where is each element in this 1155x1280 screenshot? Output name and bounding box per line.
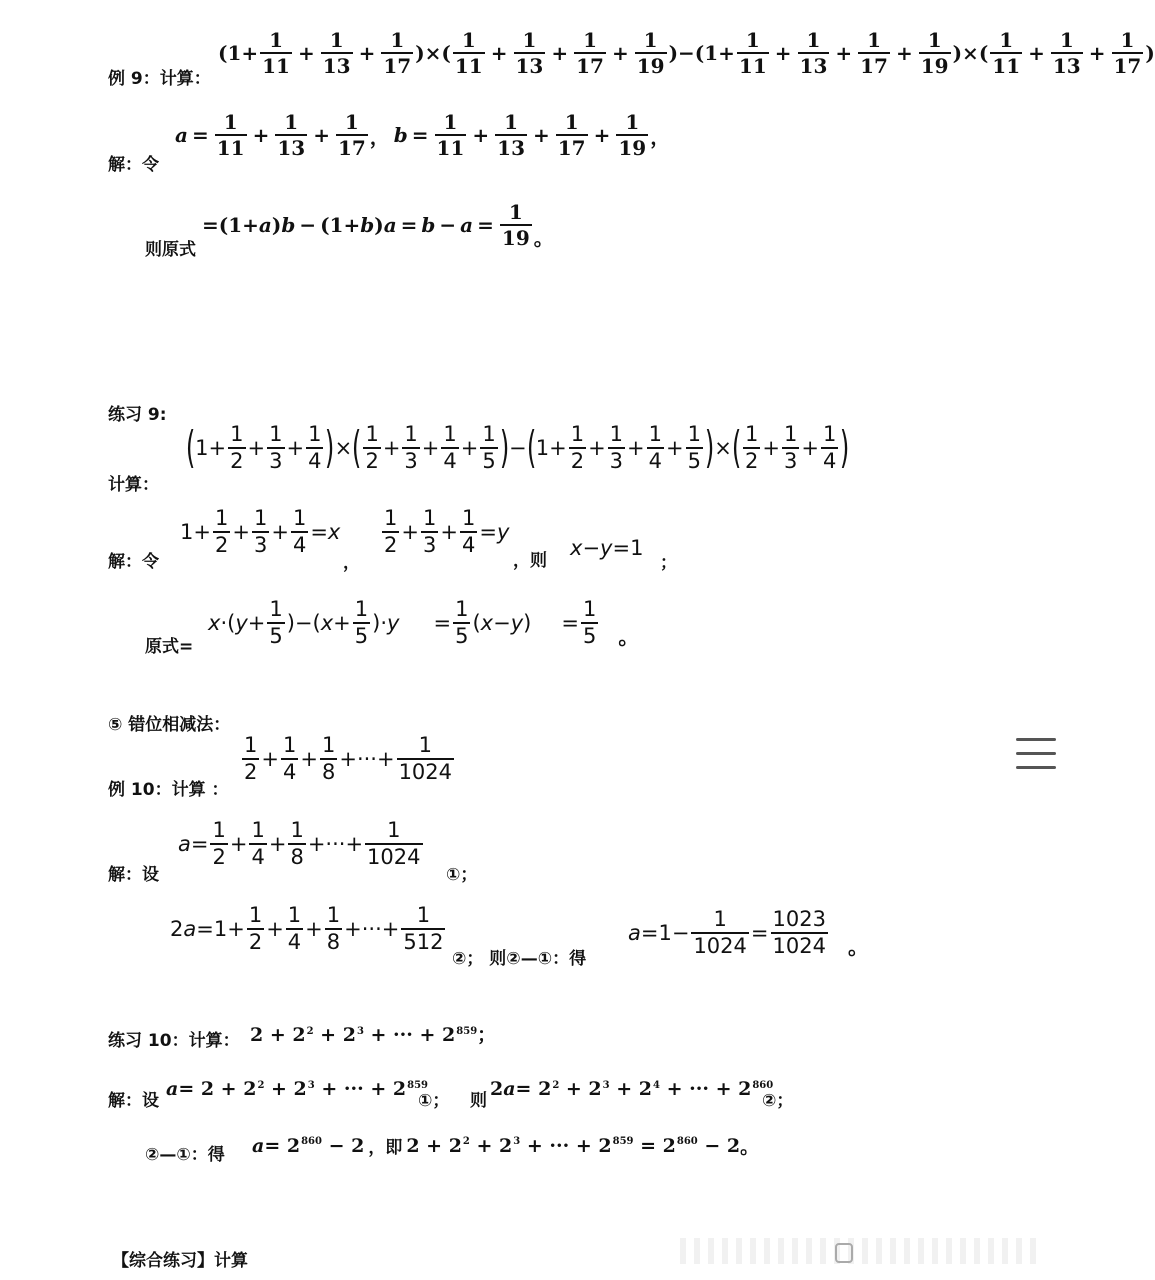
example10-2a: 2 a =1+ $\frac{1}{2}$ + $\frac{1}{4}$ + $\frac{1}{8}$ +···+ $\frac{1}{512}$ — [170, 903, 444, 954]
toolbar-handle-icon — [835, 1243, 853, 1263]
example10-label: 例 10：计算 ： — [108, 780, 229, 800]
example9-result: =(1+ a ) b − (1+ b ) a = b − a = $\frac{1}{19}$ 。 — [202, 199, 554, 250]
exercise10-let-a: a = $2 + 2^2 + 2^3$ + ··· + $2^{859}$ — [166, 1078, 428, 1100]
example10-result: a =1− $\frac{1}{1024}$ = $\frac{1023}{1024}$ 。 — [628, 907, 869, 959]
example10-mark1: ①； — [446, 865, 478, 885]
example10-mark2: ②； 则②—①：得 — [452, 949, 587, 969]
exercise10-2a: 2 a = $2^2 + 2^3 + 2^4$ + ··· + $2^{860}$ — [490, 1078, 774, 1100]
exercise10-diff-label: ②—①：得 — [145, 1145, 225, 1165]
exercise9-original-label: 原式= — [145, 637, 194, 657]
exercise9-sep2: ； — [660, 553, 677, 573]
exercise9-label: 计算： — [108, 475, 159, 495]
example10-solve-label: 解：设 — [108, 865, 159, 885]
exercise9-let-y: $\frac{1}{2}$ + $\frac{1}{3}$ + $\frac{1}{4}$ = y — [384, 506, 510, 557]
exercise10-expression: $2 + 2^2 + 2^3$ + ··· + $2^{859}$； — [250, 1024, 497, 1046]
exercise9-let-x: 1+ $\frac{1}{2}$ + $\frac{1}{3}$ + $\frac{1}{4}$ = x — [180, 506, 341, 557]
exercise9-expression: ( 1+ $\frac{1}{2}$ + $\frac{1}{3}$ + $\frac{1}{4}$ ) × ( $\frac{1}{2}$ + $\frac{1}{3}$ + $\frac{1}{4}$ + $\frac{1}{5}$ ) − ( 1+ $\frac{1}{2}$ + $\frac{1}{3}$ + $\frac{1}{4}$ + $\frac{1}{5}$ ) × ( $\frac{1}{2}$ + $\frac{1}{3}$ + $\frac{1}{4}$ ) — [185, 421, 850, 473]
exercise10-label: 练习 10：计算： — [108, 1031, 240, 1051]
exercise9-sep1: ， — [343, 553, 360, 573]
example10-period: 。 — [847, 935, 869, 959]
bottom-toolbar-ghost — [680, 1238, 1040, 1264]
example9-label: 例 9：计算： — [108, 69, 211, 89]
exercise10-result: a = $2^{860} - 2$ ，即 $2 + 2^2 + 2^3$ + ··· + $2^{859} = 2^{860} - 2$ 。 — [252, 1132, 759, 1159]
exercise9-period: 。 — [618, 625, 640, 649]
exercise9-result: x ·( y + $\frac{1}{5}$ )−( x + $\frac{1}{5}$ )· y = $\frac{1}{5}$ ( x − y ) = $\frac{1}{5}$ 。 — [208, 597, 640, 649]
example9-solve-label: 解：令 — [108, 155, 159, 175]
example9-then-label: 则原式 — [145, 240, 196, 260]
exercise9-solve-label: 解：令 — [108, 552, 159, 572]
exercise10-mark2: ②； — [762, 1091, 794, 1111]
example9-let-ab: a = $\frac{1}{11}$ + $\frac{1}{13}$ + $\frac{1}{17}$ ， b = $\frac{1}{11}$ + $\frac{1}{13}$ + $\frac{1}{17}$ + $\frac{1}{19}$ ， — [175, 110, 671, 160]
exercise10-solve-label: 解：设 — [108, 1091, 159, 1111]
exercise9-title: 练习 9: — [108, 405, 167, 425]
example10-let-a: a = $\frac{1}{2}$ + $\frac{1}{4}$ + $\frac{1}{8}$ +···+ $\frac{1}{1024}$ — [178, 818, 421, 869]
comprehensive-title: 【综合练习】计算 — [112, 1251, 248, 1271]
menu-icon[interactable] — [1016, 738, 1056, 772]
exercise9-x-minus-y: x − y =1 — [570, 536, 644, 560]
exercise10-then-label: 则 — [470, 1091, 487, 1111]
example9-expression: (1+ $\frac{1}{11}$ + $\frac{1}{13}$ + $\frac{1}{17}$ )×( $\frac{1}{11}$ + $\frac{1}{13}$ + $\frac{1}{17}$ + $\frac{1}{19}$ )−(1+ $\frac{1}{11}$ + $\frac{1}{13}$ + $\frac{1}{17}$ + $\frac{1}{19}$ )×( $\frac{1}{11}$ + $\frac{1}{13}$ + $\frac{1}{17}$ ) — [218, 28, 1155, 78]
exercise10-period: 。 — [740, 1136, 760, 1158]
exercise10-ie-label: ，即 — [368, 1138, 403, 1158]
example10-expression: $\frac{1}{2}$ + $\frac{1}{4}$ + $\frac{1}{8}$ +···+ $\frac{1}{1024}$ — [244, 733, 453, 784]
example9-period: 。 — [533, 226, 554, 250]
method5-title: ⑤ 错位相减法： — [108, 715, 231, 735]
exercise9-then: ，则 — [513, 551, 547, 571]
exercise10-mark1: ①； — [418, 1091, 450, 1111]
